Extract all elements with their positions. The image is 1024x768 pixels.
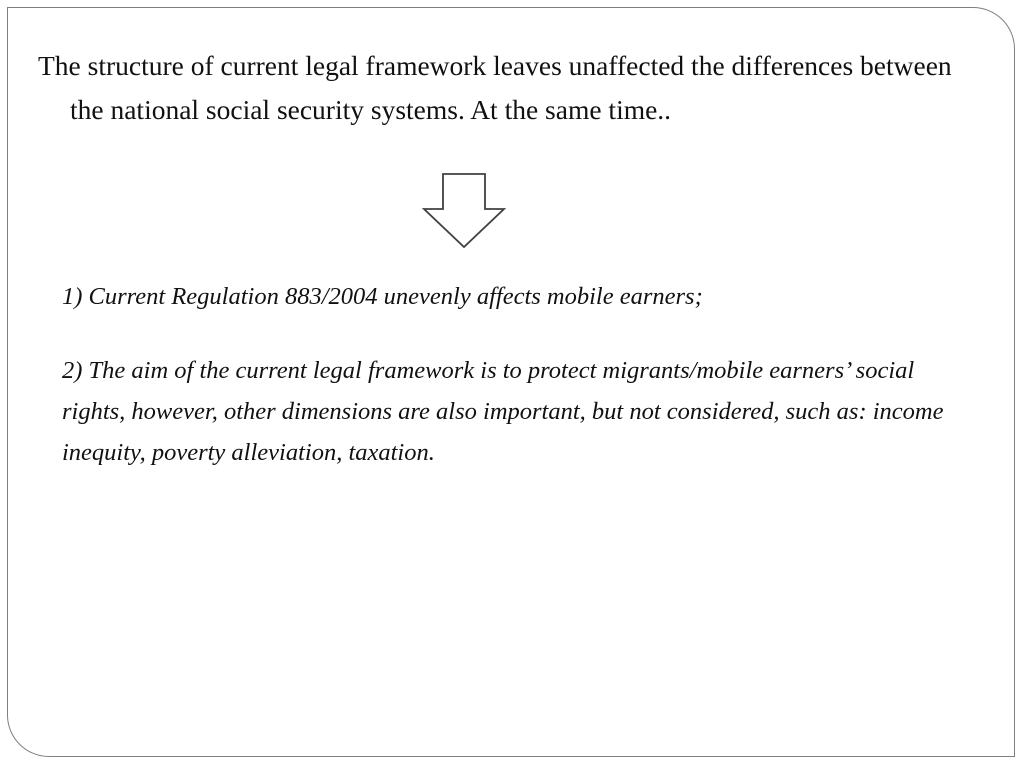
- down-arrow-outline-icon: [422, 173, 506, 249]
- point-2-text: 2) The aim of the current legal framework is to protect migrants/mobile earners’ social rights, however, other dimensions are also important, but not considered, such as: income inequity, poverty alleviation, taxation.: [62, 357, 944, 466]
- point-1-text: 1) Current Regulation 883/2004 unevenly affects mobile earners;: [62, 283, 703, 310]
- intro-text: The structure of current legal framework leaves unaffected the differences between the national social security systems. At the same time..: [38, 50, 952, 125]
